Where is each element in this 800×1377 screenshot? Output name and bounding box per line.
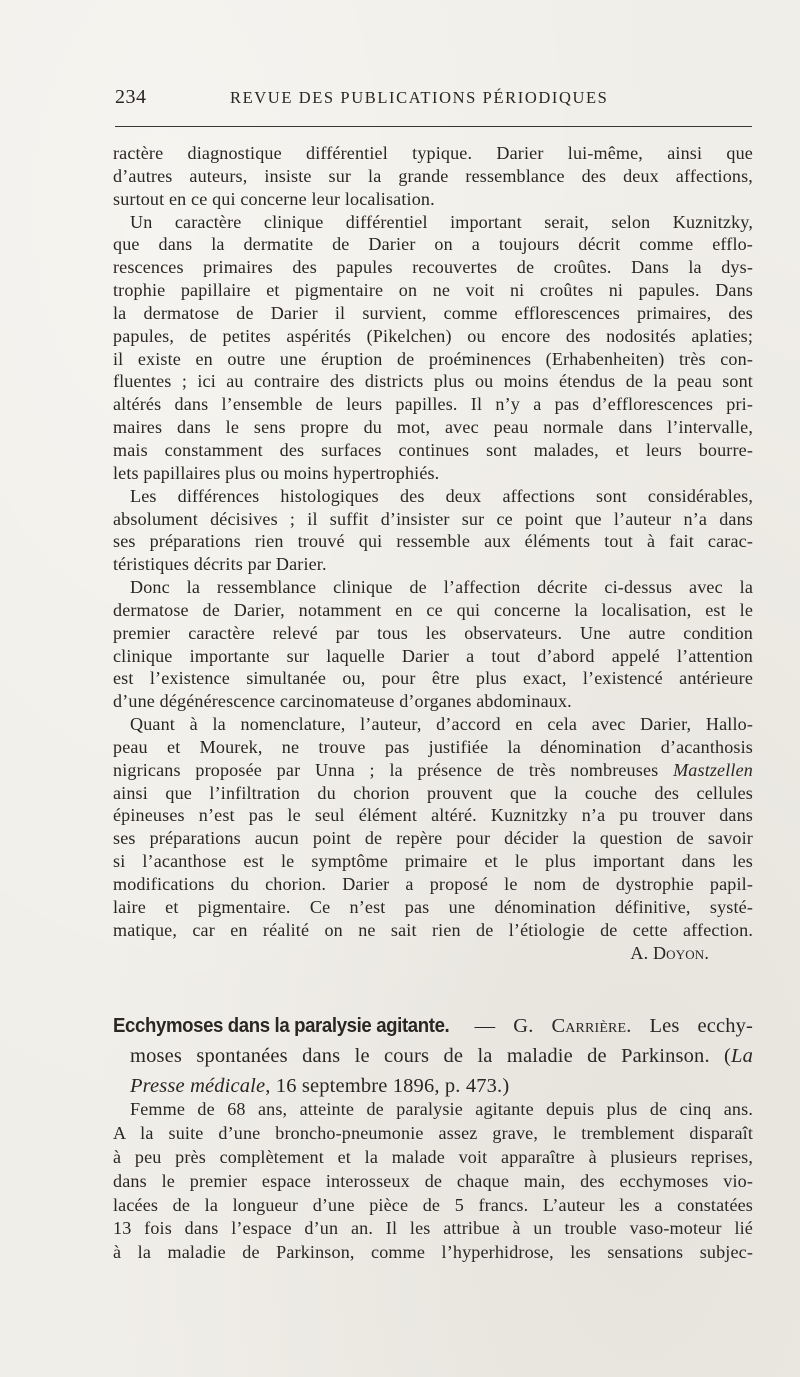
text-line: modifications du chorion. Darier a proposé le nom de dystrophie papil- <box>113 874 753 894</box>
article-heading-line <box>113 1071 753 1101</box>
text-line: à la maladie de Parkinson, comme l’hyperhidrose, les sensations subjec- <box>113 1242 753 1263</box>
text-line: lets papillaires plus ou moins hypertrophiés. <box>113 462 440 483</box>
text-line: d’une dégénérescence carcinomateuse d’organes abdominaux. <box>113 691 572 712</box>
text-line: absolument décisives ; il suffit d’insister sur ce point que l’auteur n’a dans <box>113 508 753 529</box>
text-line: ainsi que l’infiltration du chorion prouvent que la couche des cellules <box>113 782 753 803</box>
text-line: ractère diagnostique différentiel typique. Darier lui-même, ainsi que <box>113 143 753 163</box>
text-line: téristiques décrits par Darier. <box>113 554 327 575</box>
text-line: peau et Mourek, ne trouve pas justifiée la dénomination d’acanthosis <box>113 736 753 757</box>
article-heading-line <box>113 1041 753 1071</box>
text-line: il existe en outre une éruption de proéminences (Erhabenheiten) très con- <box>113 348 753 369</box>
text-line: que dans la dermatite de Darier on a toujours décrit comme efflo- <box>113 234 753 255</box>
text-line: la dermatose de Darier il survient, comme efflorescences primaires, des <box>113 302 753 323</box>
text-line: dans le premier espace interosseux de chaque main, des ecchymoses vio- <box>113 1170 753 1191</box>
text-line: est l’existence simultanée ou, pour être plus exact, l’existencé antérieure <box>113 668 753 689</box>
author-signature: A. Doyon. <box>630 942 709 963</box>
text-line: mais constamment des surfaces continues sont malades, et leurs bourre- <box>113 439 753 460</box>
citation: , 16 septembre 1896, p. 473.) <box>265 1075 510 1097</box>
text-line: maires dans le sens propre du mot, avec peau normale dans l’intervalle, <box>113 417 753 438</box>
text-line: ses préparations rien trouvé qui ressemble aux éléments tout à fait carac- <box>113 531 753 552</box>
text-line: A la suite d’une broncho-pneumonie assez grave, le tremblement disparaît <box>113 1122 753 1143</box>
text-line: Femme de 68 ans, atteinte de paralysie agitante depuis plus de cinq ans. <box>130 1099 753 1119</box>
article-body <box>113 1098 753 1265</box>
header-rule <box>115 126 752 127</box>
text-line: dermatose de Darier, notamment en ce qui concerne la localisation, est le <box>113 599 753 620</box>
review-text <box>113 142 753 964</box>
heading-dash: — <box>474 1015 496 1037</box>
text-line: Les différences histologiques des deux affections sont considérables, <box>130 485 753 506</box>
text-line: 13 fois dans l’espace d’un an. Il les attribue à un trouble vaso-moteur lié <box>113 1218 753 1239</box>
article-heading-line <box>113 1011 753 1041</box>
text-line: matique, car en réalité on ne sait rien de l’étiologie de cette affection. <box>113 919 753 940</box>
journal-name-part: La <box>731 1045 753 1067</box>
subtitle-line: moses spontanées dans le cours de la maladie de Parkinson. ( <box>130 1045 732 1067</box>
subtitle-start: Les ecchy- <box>649 1015 754 1037</box>
italic-term: Mastzellen <box>673 759 753 780</box>
text-line: épineuses n’est pas le seul élément altéré. Kuznitzky n’a pu trouver dans <box>113 805 753 826</box>
running-head <box>115 86 752 114</box>
text-line: à peu près complètement et la malade voit apparaître à plusieurs reprises, <box>113 1146 753 1167</box>
text-fragment: nigricans proposée par Unna ; la présence de très nombreuses <box>113 759 659 780</box>
journal-name: Presse médicale <box>130 1075 266 1097</box>
text-line: Donc la ressemblance clinique de l’affection décrite ci-dessus avec la <box>130 577 753 598</box>
text-line: Quant à la nomenclature, l’auteur, d’accord en cela avec Darier, Hallo- <box>130 714 753 735</box>
author-surname: Carrière. <box>551 1015 632 1037</box>
text-line: rescences primaires des papules recouvertes de croûtes. Dans la dys- <box>113 257 753 278</box>
text-line: ses préparations aucun point de repère pour décider la question de savoir <box>113 828 753 849</box>
article-heading <box>113 1011 753 1101</box>
text-line: trophie papillaire et pigmentaire on ne voit ni croûtes ni papules. Dans <box>113 280 753 301</box>
text-line: si l’acanthose est le symptôme primaire et le plus important dans les <box>113 851 753 872</box>
text-line: papules, de petites aspérités (Pikelchen) ou encore des nodosités aplaties; <box>113 325 753 346</box>
page-number: 234 <box>115 86 147 108</box>
text-line: Un caractère clinique différentiel important serait, selon Kuznitzky, <box>130 211 753 232</box>
text-line: clinique importante sur laquelle Darier a tout d’abord appelé l’attention <box>113 645 753 666</box>
text-line: altérés dans l’ensemble de leurs papilles. Il n’y a pas d’efflorescences pri- <box>113 394 753 415</box>
text-line: premier caractère relevé par tous les observateurs. Une autre condition <box>113 622 753 643</box>
text-line: fluentes ; ici au contraire des districts plus ou moins étendus de la peau sont <box>113 371 753 392</box>
text-line: laire et pigmentaire. Ce n’est pas une dénomination définitive, systé- <box>113 896 753 917</box>
text-line-with-italic <box>113 759 753 782</box>
author-initial: G. <box>513 1015 534 1037</box>
text-line: d’autres auteurs, insiste sur la grande ressemblance des deux affections, <box>113 165 753 186</box>
text-line: surtout en ce qui concerne leur localisation. <box>113 188 435 209</box>
article-title: Ecchymoses dans la paralysie agitante. <box>113 1015 450 1037</box>
text-line: lacées de la longueur d’une pièce de 5 francs. L’auteur les a constatées <box>113 1194 753 1215</box>
journal-title: REVUE DES PUBLICATIONS PÉRIODIQUES <box>230 88 609 107</box>
